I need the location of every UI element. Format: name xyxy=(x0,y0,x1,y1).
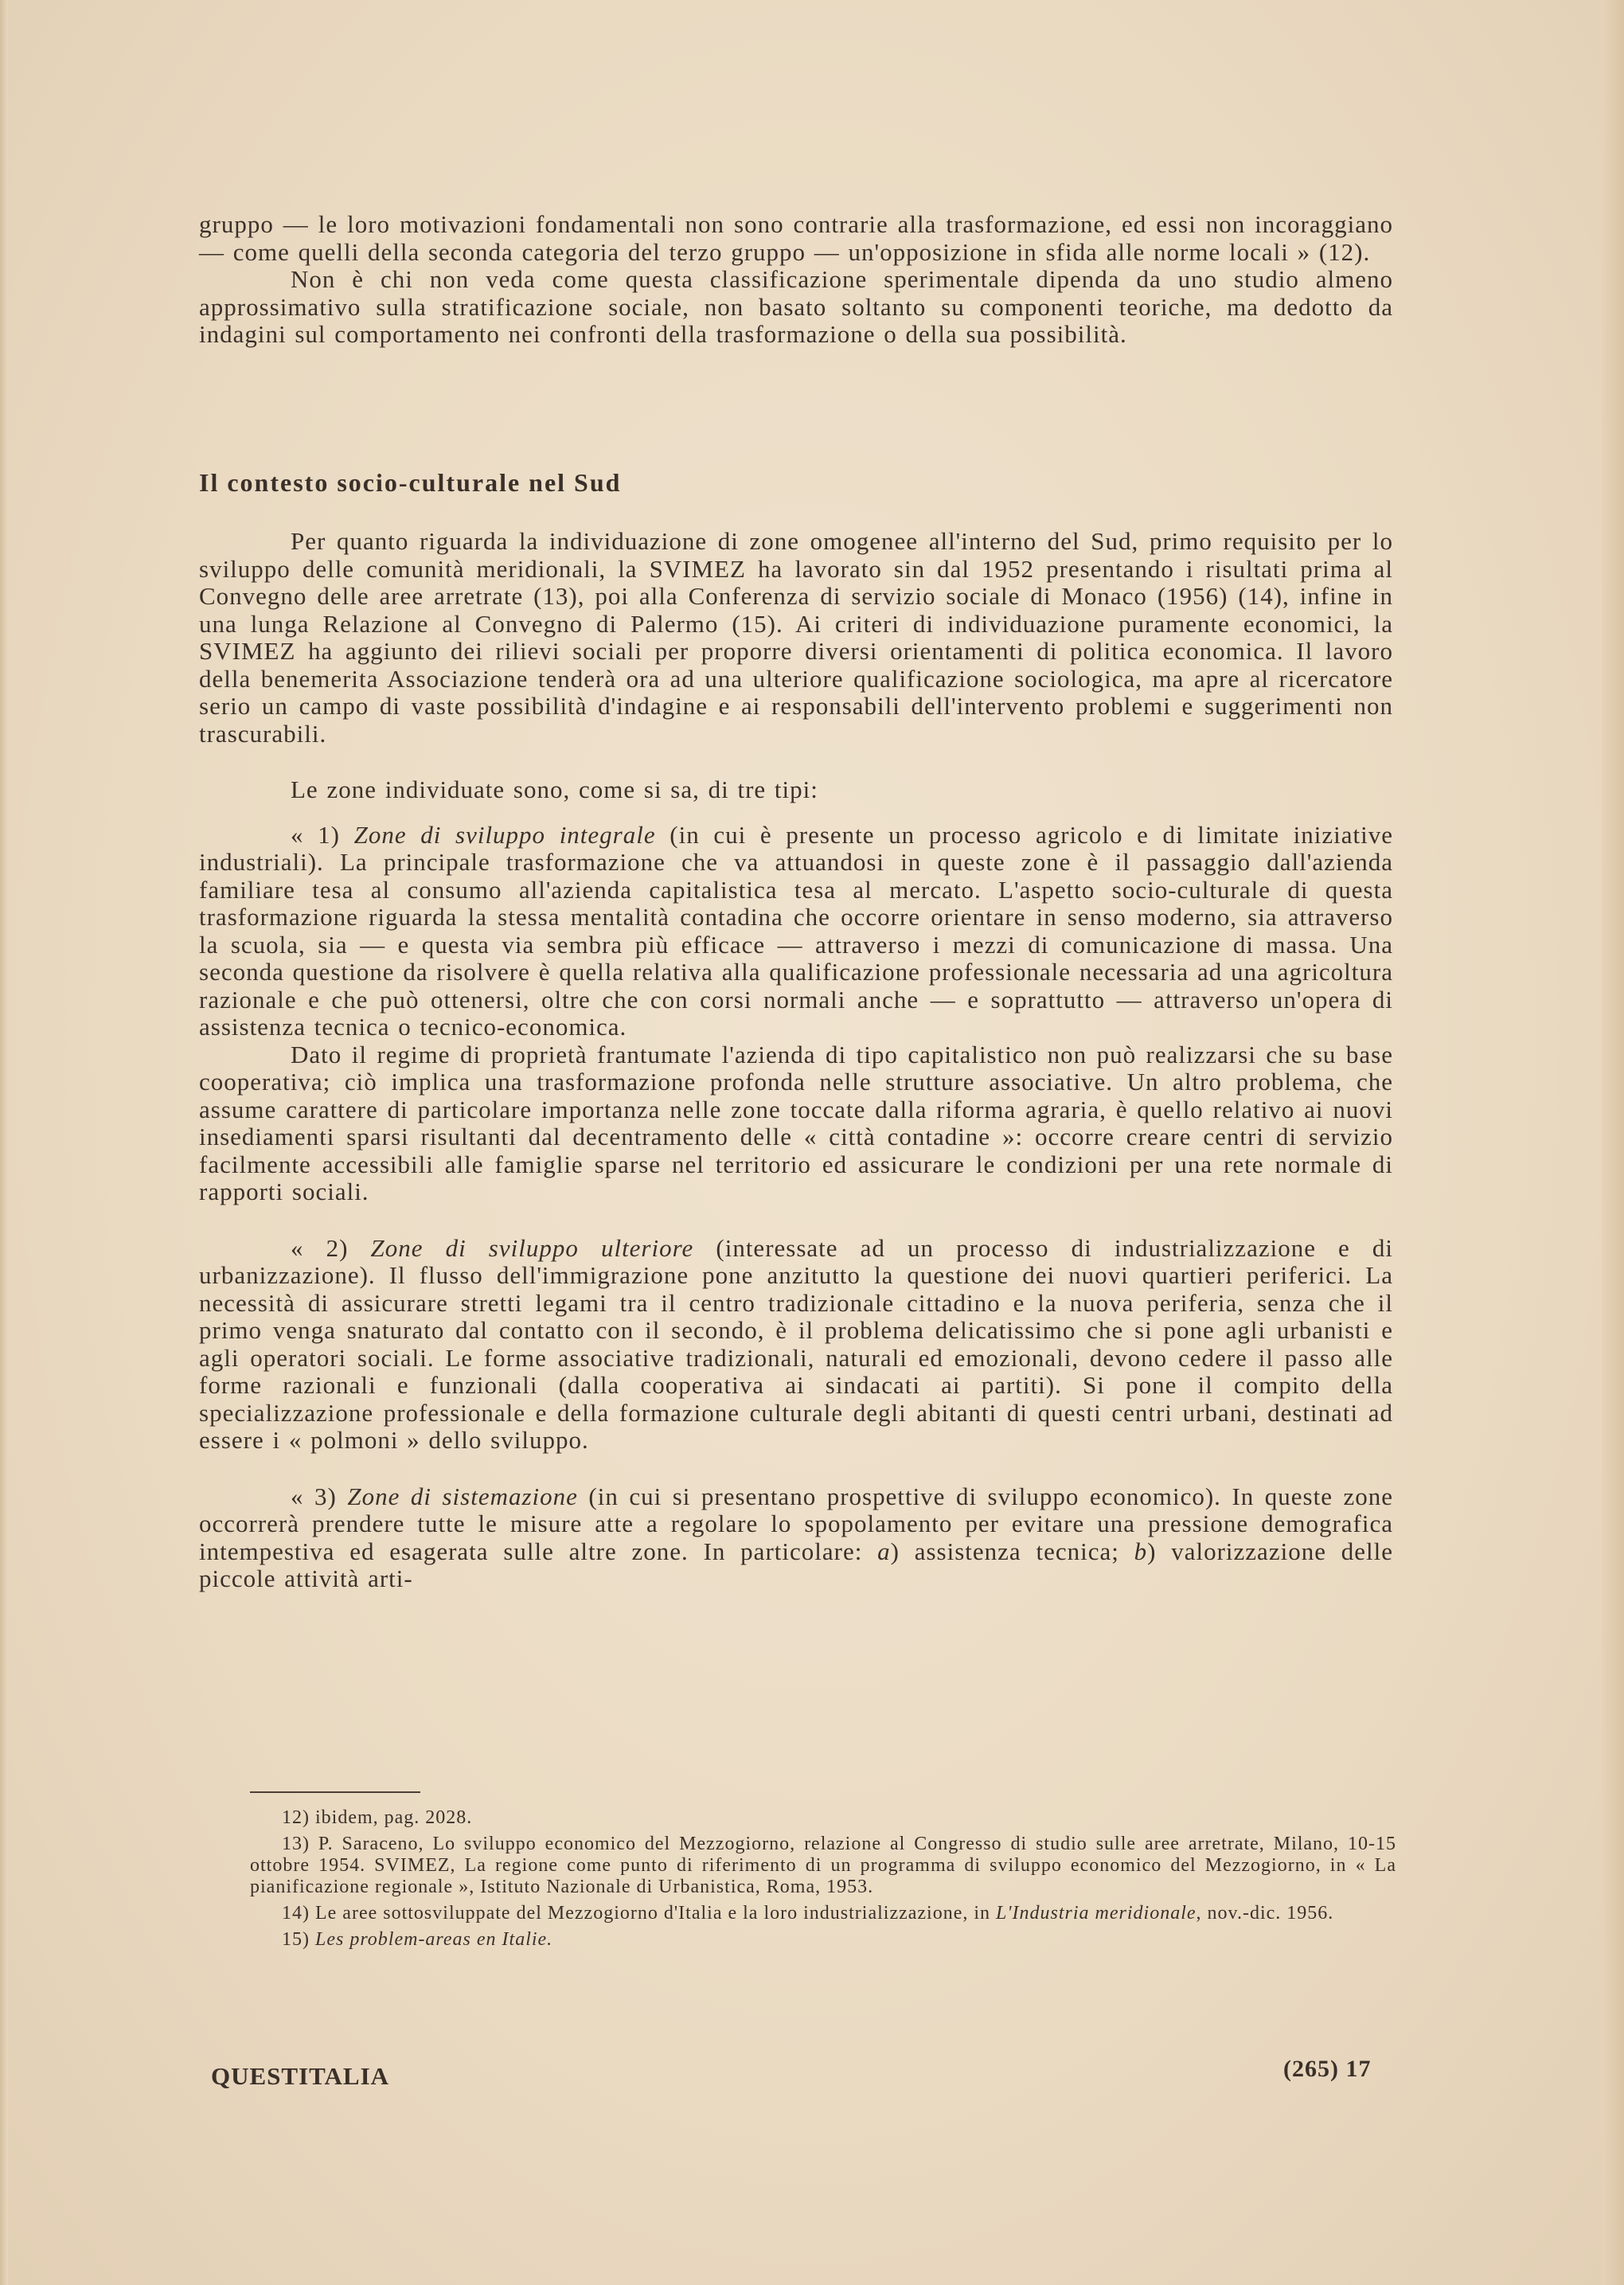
zone-3-text-b: ) assistenza tecnica; xyxy=(890,1537,1134,1565)
footnote-14-text: 14) Le aree sottosviluppate del Mezzogiorno d'Italia e la loro industrializzazione, in xyxy=(282,1903,997,1924)
footnote-12: 12) ibidem, pag. 2028. xyxy=(282,1807,473,1828)
section-heading: Il contesto socio-culturale nel Sud xyxy=(199,468,622,497)
footnote-14-journal: L'Industria meridionale xyxy=(996,1903,1197,1924)
footnote-divider xyxy=(250,1791,420,1793)
zone-1-title: Zone di sviluppo integrale xyxy=(353,820,656,849)
zone-3-text-a: (in cui si presentano prospettive di sviluppo economico). In queste zone occorrerà prendere tutte le misure atte a regolare lo spopolamento per evitare una pressione demografica intempestiva ed esagerata sulle altre zone. In particolare: xyxy=(199,1482,1393,1565)
paragraph-zone-1-continued: Dato il regime di proprietà frantumate l'azienda di tipo capitalistico non può realizzarsi che su base cooperativa; ciò implica una trasformazione profonda nelle strutture associative. Un altro problema, che assume carattere di particolare importanza nelle zone toccate dalla riforma agraria, è quello relativo ai nuovi insediamenti sparsi risultanti dal decentramento delle « città contadine »: occorre creare centri di servizio facilmente accessibili alle famiglie sparse nel territorio ed assicurare le condizioni per una rete normale di rapporti sociali. xyxy=(199,1040,1393,1205)
paper-edge-right xyxy=(1602,0,1624,2285)
paragraph-zone-1 xyxy=(199,822,1393,1041)
paragraph-zone-3 xyxy=(199,1483,1393,1593)
footnote-14-date: , nov.-dic. 1956. xyxy=(1196,1903,1334,1924)
footnote-15-title: Les problem-areas en Italie. xyxy=(315,1929,553,1950)
footnote-14 xyxy=(250,1903,1396,1924)
zone-3-item-b: b xyxy=(1134,1537,1148,1565)
magazine-name: QUESTITALIA xyxy=(211,2062,390,2090)
paper-edge-left xyxy=(0,0,8,2285)
paragraph-svimez: Per quanto riguarda la individuazione di zone omogenee all'interno del Sud, primo requisito per lo sviluppo delle comunità meridionali, la SVIMEZ ha lavorato sin dal 1952 presentando i risultati prima al Convegno delle aree arretrate (13), poi alla Conferenza di servizio sociale di Monaco (1956) (14), infine in una lunga Relazione al Convegno di Palermo (15). Ai criteri di individuazione puramente economici, la SVIMEZ ha aggiunto dei rilievi sociali per proporre diversi orientamenti di politica economica. Il lavoro della benemerita Associazione tenderà ora ad una ulteriore qualificazione sociologica, ma apre al ricercatore serio un campo di vaste possibilità d'indagine e ai responsabili dell'intervento problemi e suggerimenti non trascurabili. xyxy=(199,527,1393,748)
zone-3-item-a: a xyxy=(877,1537,891,1565)
zone-3-number: « 3) xyxy=(291,1482,348,1510)
intro-text xyxy=(199,211,1393,349)
footnote-15 xyxy=(250,1929,1396,1951)
zone-3-text-c: ) valorizzazione delle piccole attività arti- xyxy=(199,1537,1393,1592)
zone-2-text: (interessate ad un processo di industrializzazione e di urbanizzazione). Il flusso dell'immigrazione pone anzitutto la questione dei nuovi quartieri periferici. La necessità di assicurare stretti legami tra il centro tradizionale cittadino e la nuova periferia, senza che il primo venga snaturato dal contatto con il secondo, è il problema delicatissimo che si pone agli urbanisti e agli operatori sociali. Le forme associative tradizionali, naturali ed emozionali, devono cedere il passo alle forme razionali e funzionali (dalla cooperativa ai sindacati ai partiti). Si pone il compito della specializzazione professionale e della formazione culturale degli abitanti di questi centri urbani, destinati ad essere i « polmoni » dello sviluppo. xyxy=(199,1233,1394,1454)
footnotes xyxy=(250,1807,1396,1955)
paragraph-zone-types: Le zone individuate sono, come si sa, di tre tipi: xyxy=(291,775,818,803)
footnote-15-number: 15) xyxy=(282,1929,315,1950)
paragraph-zone-2 xyxy=(199,1235,1393,1455)
zone-3-title: Zone di sistemazione xyxy=(347,1482,578,1510)
footnote-13: 13) P. Saraceno, Lo sviluppo economico del Mezzogiorno, relazione al Congresso di studio sulle aree arretrate, Milano, 10-15 ottobre 1954. SVIMEZ, La regione come punto di riferimento di un programma di sviluppo economico del Mezzogiorno, in « La pianificazione regionale », Istituto Nazionale di Urbanistica, Roma, 1953. xyxy=(250,1834,1396,1897)
zone-2-title: Zone di sviluppo ulteriore xyxy=(370,1233,694,1262)
zone-1-text: (in cui è presente un processo agricolo e di limitate iniziative industriali). La principale trasformazione che va attuandosi in queste zone è il passaggio dall'azienda familiare tesa al consumo all'azienda capitalistica tesa al mercato. L'aspetto socio-culturale di questa trasformazione riguarda la stessa mentalità contadina che occorre orientare in senso moderno, sia attraverso la scuola, sia — e questa via sembra più efficace — attraverso i mezzi di comunicazione di massa. Una seconda questione da risolvere è quella relativa alla qualificazione professionale necessaria ad una agricoltura razionale e che può ottenersi, oltre che con corsi normali anche — e soprattutto — attraverso un'opera di assistenza tecnica o tecnico-economica. xyxy=(199,820,1393,1041)
zone-2-number: « 2) xyxy=(291,1233,371,1262)
intro-paragraph-1: gruppo — le loro motivazioni fondamentali non sono contrarie alla trasformazione, ed essi non incoraggiano — come quelli della seconda categoria del terzo gruppo — un'opposizione in sfida alle norme locali » (12). xyxy=(199,210,1393,266)
section-body xyxy=(199,528,1393,1593)
intro-paragraph-2: Non è chi non veda come questa classificazione sperimentale dipenda da uno studio almeno approssimativo sulla stratificazione sociale, non basato soltanto su componenti teoriche, ma dedotto da indagini sul comportamento nei confronti della trasformazione o della sua possibilità. xyxy=(199,265,1393,348)
zone-1-number: « 1) xyxy=(291,820,354,849)
page-number: (265) 17 xyxy=(1283,2056,1372,2082)
